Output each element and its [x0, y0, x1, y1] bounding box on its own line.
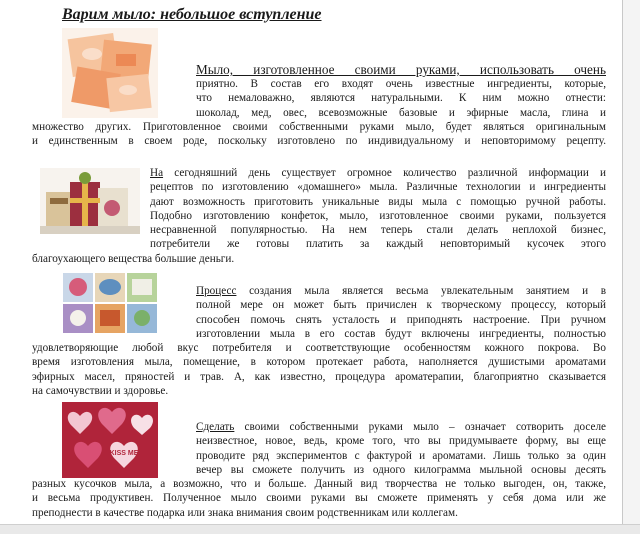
- paragraph-intro-line-4: шоколад, мед, овес, всевозможные базовые и эфирные масла, глина и: [196, 106, 606, 119]
- paragraph-process: [32, 284, 606, 398]
- paragraph-info-line-1-lead-word: На: [150, 167, 164, 179]
- paragraph-process-line-1: Процесс создания мыла является весьма увлекательным занятием и в: [196, 285, 606, 297]
- paragraph-info-line-7: благоухающего вещества большие деньги.: [32, 253, 235, 265]
- paragraph-info-line-5: несравненной популярностью. На нем теперь стали делать неплохой бизнес,: [150, 224, 606, 237]
- paragraph-intro-line-1: Мыло, изготовленное своими руками, использовать очень: [196, 62, 606, 77]
- paragraph-make-line-7: преподнести в качестве подарка или знака внимания своим родственникам или коллегам.: [32, 506, 458, 519]
- paragraph-intro-line-3: что немаловажно, являются натуральными. К ним можно отнести:: [196, 92, 606, 105]
- paragraph-make-line-1-lead-word: Сделать: [196, 421, 235, 433]
- paragraph-info-line-4: Подобно изготовлению конфеток, мыло, изготовленное своими руками, пользуется: [150, 209, 606, 222]
- paragraph-info-line-3: дают возможность приготовить уникальные виды мыла с помощью ручной работы.: [150, 195, 606, 208]
- paragraph-process-line-2: полной мере он может быть причислен к творческому процессу, который: [196, 299, 606, 312]
- paragraph-make-line-3: проводите ряд экспериментов с фактурой и ароматами. Лишь только за один: [196, 449, 606, 462]
- paragraph-intro: [32, 62, 606, 148]
- paragraph-info-line-6: потребители же готовы платить за каждый неповторимый кусочек этого: [150, 238, 606, 251]
- vertical-scrollbar[interactable]: [623, 0, 640, 533]
- page-title: Варим мыло: небольшое вступление: [62, 6, 322, 23]
- paragraph-make-line-2: неизвестное, новое, ведь, кроме того, что вы придумываете форму, вы еще: [196, 435, 606, 448]
- paragraph-info: [150, 166, 606, 252]
- paragraph-process-line-8: на самочувствии и здоровье.: [32, 385, 169, 398]
- paragraph-info-tail: [32, 252, 606, 266]
- kiss-me-label: KISS ME: [109, 450, 139, 457]
- gift-soaps-illustration: [40, 168, 140, 234]
- paragraph-make: [32, 420, 606, 520]
- paragraph-info-line-1: На сегодняшний день существует огромное количество различной информации и: [150, 167, 606, 179]
- paragraph-process-line-3: способен помочь снять усталость и приподнять настроение. При ручном: [196, 313, 606, 326]
- paragraph-intro-line-6: и единственным в своем роде, поскольку изготовлено по индивидуальному и неповторимому рецепту.: [32, 135, 606, 148]
- paragraph-make-line-4: вечер вы сможете получить из одного килограмма мыльной основы десять: [196, 463, 606, 476]
- paragraph-intro-line-5: множество других. Приготовленное своими собственными руками мыло, будет являться оригинальным: [32, 120, 606, 133]
- paragraph-process-line-7: эфирных масел, пряностей и трав. А, как известно, процедура ароматерапии, благоприятно сказывается: [32, 370, 606, 383]
- paragraph-process-line-5: удовлетворяющие любой вкус потребителя и соответствующие особенностям кожного покрова. Во: [32, 342, 606, 355]
- paragraph-make-line-1: Сделать своими собственными руками мыло – означает сотворить доселе: [196, 421, 606, 433]
- gift-soaps-image: [40, 168, 140, 234]
- paragraph-info-line-2: рецептов по изготовлению «домашнего» мыла. Различные технологии и ингредиенты: [150, 181, 606, 194]
- paragraph-process-line-4: изготовлении мыла в его состав будут включены ингредиенты, полностью: [196, 327, 606, 340]
- paragraph-process-line-6: время изготовления мыла, помещение, в котором протекает работа, наполняется душистыми ароматами: [32, 356, 606, 369]
- paragraph-make-line-5: разных кусочков мыла, а возможно, что и больше. Данный вид творчества не только выгоден, он, также,: [32, 478, 606, 491]
- paragraph-make-line-6: и весьма продуктивен. Полученное мыло своими руками вы сможете применять у себя дома или же: [32, 492, 606, 505]
- paragraph-process-line-1-lead-word: Процесс: [196, 285, 237, 297]
- paragraph-intro-line-2: приятно. В состав его входят очень известные ингредиенты, которые,: [196, 78, 606, 90]
